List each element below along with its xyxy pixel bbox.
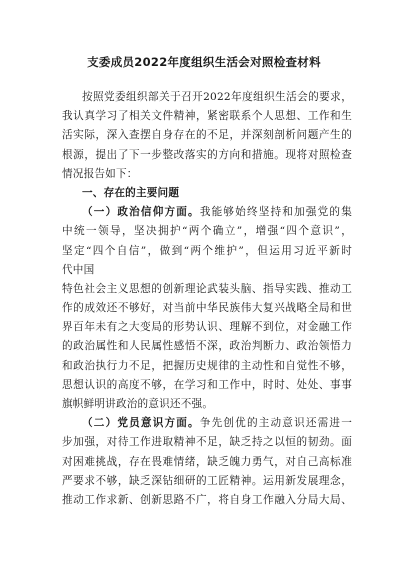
line-text: 思想认识的高度不够，在学习和工作中，时时、处处、事事 <box>62 378 352 391</box>
line-text: 特色社会主义思想的创新理论武装头脑、指导实践、推动工 <box>62 282 352 295</box>
line-text: 争先创优的主动意识还需进一 <box>199 417 352 430</box>
text-line <box>62 299 352 318</box>
line-text: 旗帜鲜明讲政治的意识还不强。 <box>62 398 214 410</box>
text-line <box>62 453 352 472</box>
text-line <box>62 184 352 203</box>
text-line <box>62 261 352 280</box>
text-line <box>62 395 352 414</box>
line-text: 根源，提出了下一步整改落实的方向和措施。现将对照检查 <box>62 148 352 161</box>
text-line <box>62 491 352 510</box>
text-line <box>62 472 352 491</box>
line-text: 我认真学习了相关文件精神，紧密联系个人思想、工作和生 <box>62 110 352 123</box>
document-body <box>62 88 352 510</box>
text-line <box>62 337 352 356</box>
text-line <box>62 376 352 395</box>
text-line <box>62 318 352 337</box>
line-text: 和政治执行力不足，把握历史规律的主动性和自觉性不够， <box>62 359 352 372</box>
text-line <box>62 88 352 107</box>
line-text: 情况报告如下： <box>62 167 138 180</box>
text-line <box>62 242 352 261</box>
line-text: 我能够始终坚持和加强党的集 <box>199 206 352 219</box>
line-text: 坚定“四个自信”，做到“两个维护”，但运用习近平新时 <box>62 244 352 257</box>
line-text: 作的成效还不够好，对当前中华民族伟大复兴战略全局和世 <box>62 302 352 315</box>
text-line <box>62 222 352 241</box>
line-text: 按照党委组织部关于召开2022年度组织生活会的要求， <box>82 91 352 103</box>
subsection-heading: （一）政治信仰方面。 <box>82 206 200 219</box>
text-line <box>62 414 352 433</box>
text-line <box>62 203 352 222</box>
line-text: 中统一领导，坚决拥护“两个确立”，增强“四个意识”， <box>62 225 352 238</box>
line-text: 一、存在的主要问题 <box>82 186 180 199</box>
text-line <box>62 280 352 299</box>
line-text: 严要求不够，缺乏深钻细研的工匠精神。运用新发展理念， <box>62 474 352 487</box>
document-title: 支委成员2022年度组织生活会对照检查材料 <box>87 55 321 69</box>
text-line <box>62 357 352 376</box>
line-text: 推动工作求新、创新思路不广，将自身工作融入分局大局、 <box>62 493 352 506</box>
text-line <box>62 146 352 165</box>
line-text: 对困难挑战，存在畏难情绪，缺乏魄力勇气，对自己高标准 <box>62 455 352 468</box>
line-text: 界百年未有之大变局的形势认识、理解不到位，对金融工作 <box>62 321 352 334</box>
text-line <box>62 433 352 452</box>
text-line <box>62 107 352 126</box>
subsection-heading: （二）党员意识方面。 <box>82 417 200 430</box>
line-text: 的政治属性和人民属性感悟不深，政治判断力、政治领悟力 <box>62 340 352 353</box>
line-text: 代中国 <box>62 263 95 276</box>
text-line <box>62 165 352 184</box>
text-line <box>62 126 352 145</box>
line-text: 活实际，深入查摆自身存在的不足，并深刻剖析问题产生的 <box>62 129 352 142</box>
line-text: 步加强，对待工作进取精神不足，缺乏持之以恒的韧劲。面 <box>62 436 352 449</box>
